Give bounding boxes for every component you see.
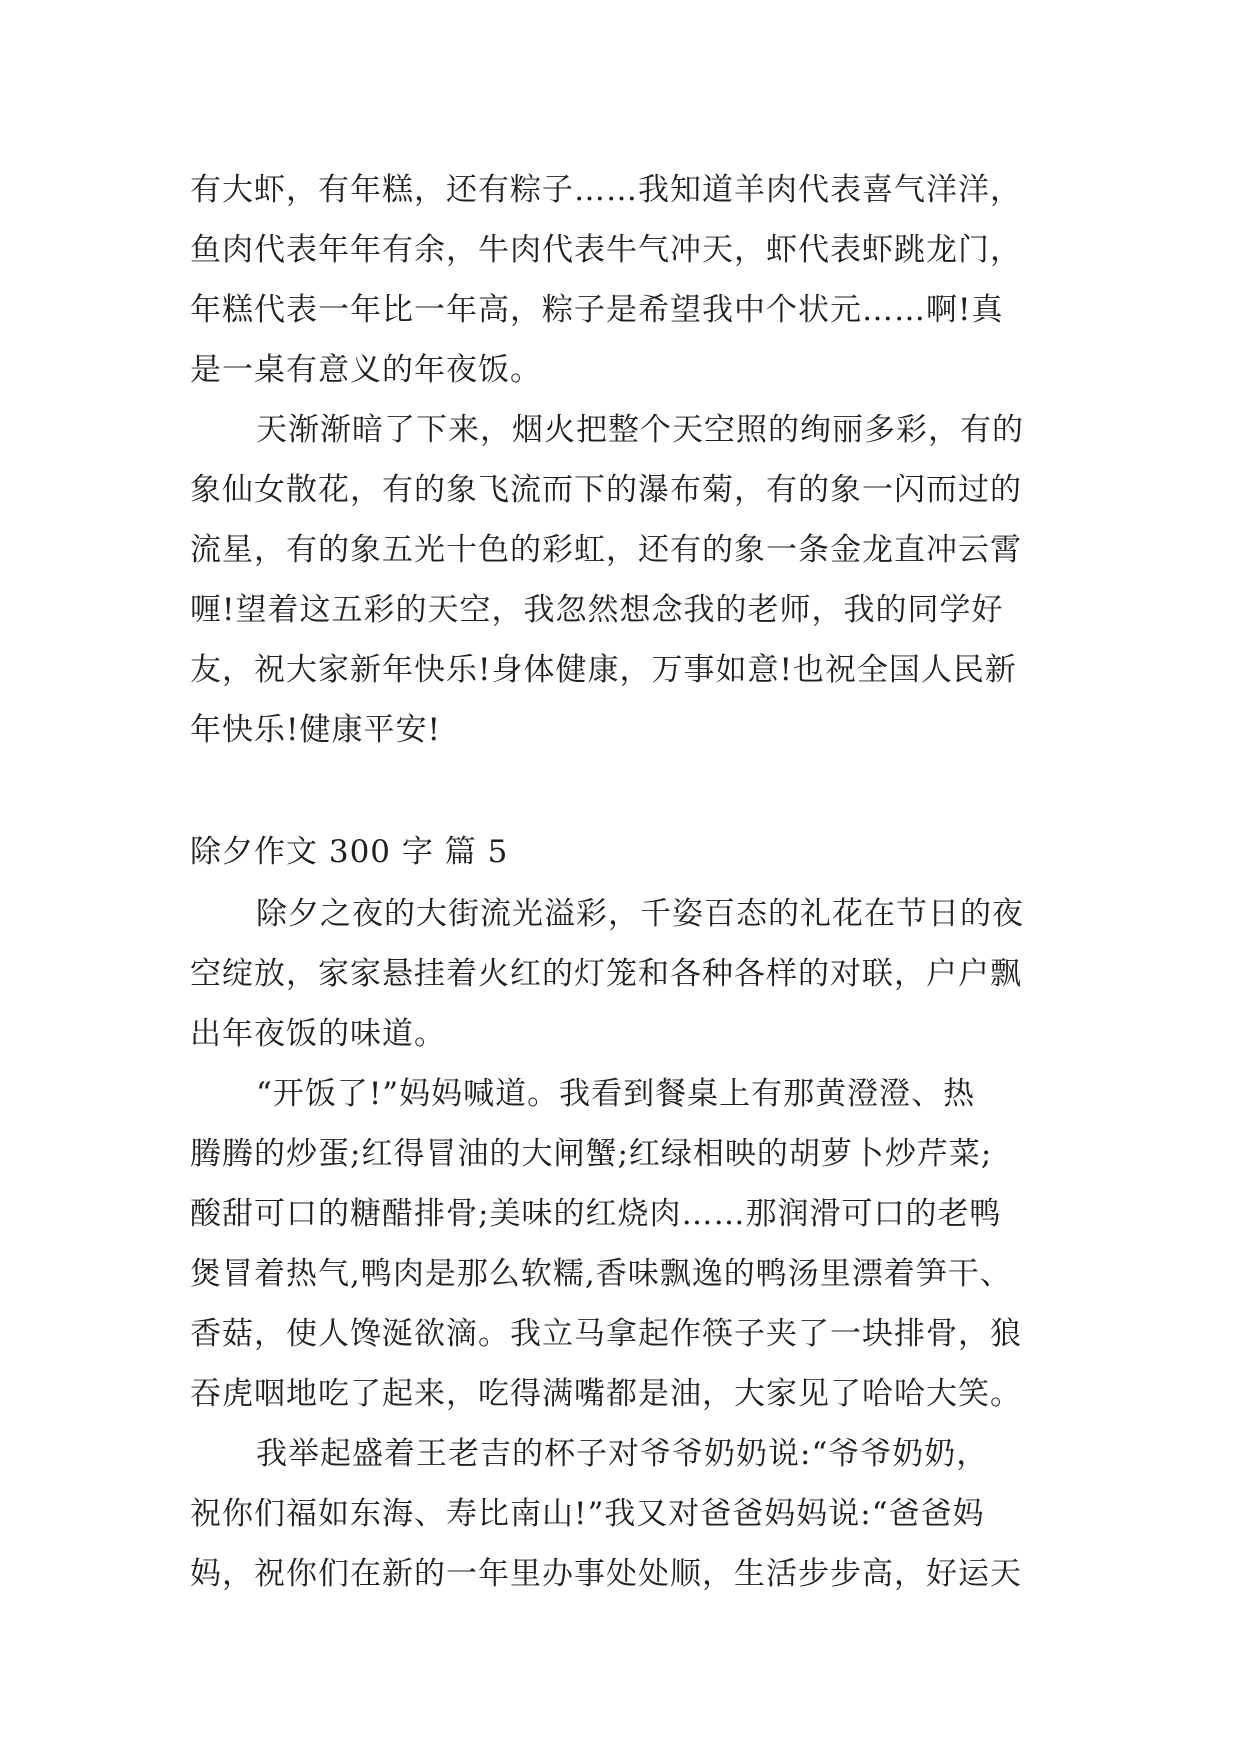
- text-line: 鱼肉代表年年有余，牛肉代表牛气冲天，虾代表虾跳龙门，: [190, 232, 1022, 268]
- text-line: 流星，有的象五光十色的彩虹，还有的象一条金龙直冲云霄: [190, 532, 1022, 568]
- text-line: 我举起盛着王老吉的杯子对爷爷奶奶说:“爷爷奶奶，: [256, 1436, 989, 1472]
- paragraph-fireworks: [190, 400, 1060, 760]
- text-line: 酸甜可口的糖醋排骨;美味的红烧肉……那润滑可口的老鸭: [190, 1196, 1002, 1232]
- text-line: 吞虎咽地吃了起来，吃得满嘴都是油，大家见了哈哈大笑。: [190, 1376, 1022, 1412]
- text-line: 象仙女散花，有的象飞流而下的瀑布菊，有的象一闪而过的: [190, 472, 1022, 508]
- text-line: 是一桌有意义的年夜饭。: [190, 352, 542, 388]
- text-line: 年糕代表一年比一年高，粽子是希望我中个状元……啊!真: [190, 292, 1004, 328]
- text-line: 除夕之夜的大街流光溢彩，千姿百态的礼花在节日的夜: [256, 896, 1024, 932]
- text-line: 有大虾，有年糕，还有粽子……我知道羊肉代表喜气洋洋，: [190, 172, 1022, 208]
- paragraph-toast: [190, 1424, 1060, 1604]
- paragraph-feast-meaning: [190, 160, 1060, 400]
- paragraph-dinner: [190, 1064, 1060, 1424]
- text-line: 友，祝大家新年快乐!身体健康，万事如意!也祝全国人民新: [190, 652, 1017, 688]
- text-line: 祝你们福如东海、寿比南山!”我又对爸爸妈妈说:“爸爸妈: [190, 1496, 985, 1532]
- text-line: 腾腾的炒蛋;红得冒油的大闸蟹;红绿相映的胡萝卜炒芹菜;: [190, 1136, 993, 1172]
- text-line: 喱!望着这五彩的天空，我忽然想念我的老师，我的同学好: [190, 592, 1004, 628]
- paragraph-new-year-eve: [190, 884, 1060, 1064]
- text-line: 妈，祝你们在新的一年里办事处处顺，生活步步高，好运天: [190, 1556, 1022, 1592]
- text-line: “开饭了!”妈妈喊道。我看到餐桌上有那黄澄澄、热: [256, 1076, 976, 1112]
- section-gap: [190, 760, 1060, 820]
- text-line: 出年夜饭的味道。: [190, 1016, 446, 1052]
- text-line: 煲冒着热气,鸭肉是那么软糯,香味飘逸的鸭汤里漂着笋干、: [190, 1256, 1012, 1292]
- text-line: 年快乐!健康平安!: [190, 712, 441, 748]
- section-title: 除夕作文 300 字 篇 5: [190, 834, 509, 870]
- document-page: [190, 160, 1060, 1604]
- text-line: 香菇，使人馋涎欲滴。我立马拿起作筷子夹了一块排骨，狼: [190, 1316, 1022, 1352]
- text-line: 空绽放，家家悬挂着火红的灯笼和各种各样的对联，户户飘: [190, 956, 1022, 992]
- text-line: 天渐渐暗了下来，烟火把整个天空照的绚丽多彩，有的: [256, 412, 1024, 448]
